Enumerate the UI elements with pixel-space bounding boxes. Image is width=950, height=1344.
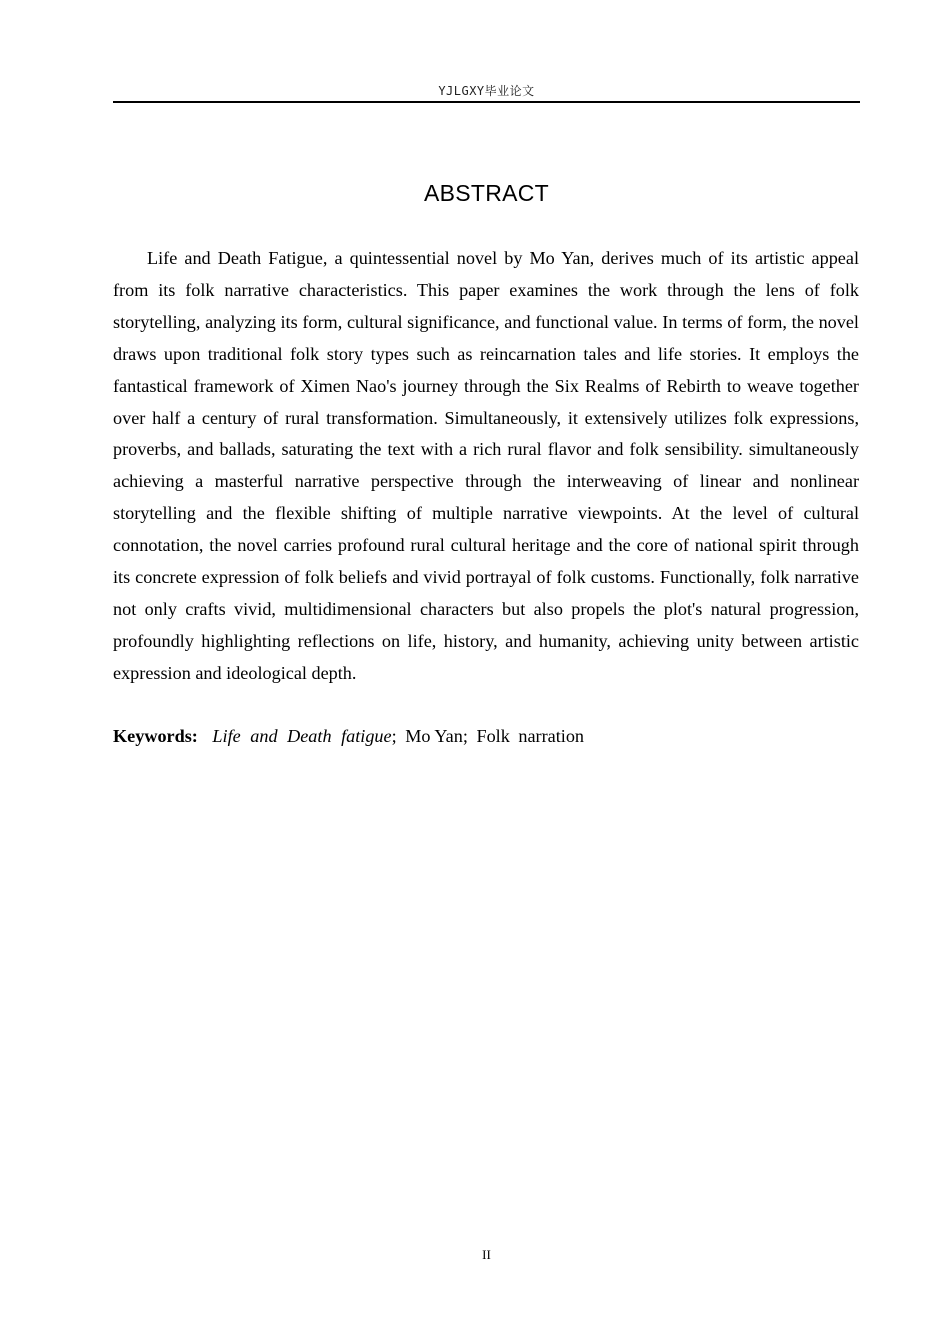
abstract-title: ABSTRACT [423,180,550,206]
keyword-separator: ; [462,726,468,746]
header-divider [113,101,860,103]
keyword-item: Life and Death fatigue [212,726,392,746]
keyword-separator: ; [391,726,397,746]
keywords-line [113,721,859,752]
keyword-item: Mo Yan [405,726,463,746]
running-header: YJLGXY毕业论文 [438,84,535,98]
page-number: II [482,1247,491,1262]
abstract-body: Life and Death Fatigue, a quintessential novel by Mo Yan, derives much of its artistic appeal from its folk narrative characteristics. This paper examines the work through the lens of folk storytelling, analyzing its form, cultural significance, and functional value. In terms of form, the novel draws upon traditional folk story types such as reincarnation tales and life stories. It employs the fantastical framework of Ximen Nao's journey through the Six Realms of Rebirth to weave together over half a century of rural transformation. Simultaneously, it extensively utilizes folk expressions, proverbs, and ballads, saturating the text with a rich rural flavor and folk sensibility. simultaneously achieving a masterful narrative perspective through the interweaving of linear and nonlinear storytelling and the flexible shifting of multiple narrative viewpoints. At the level of cultural connotation, the novel carries profound rural cultural heritage and the core of national spirit through its concrete expression of folk beliefs and vivid portrayal of folk customs. Functionally, folk narrative not only crafts vivid, multidimensional characters but also propels the plot's natural progression, profoundly highlighting reflections on life, history, and humanity, achieving unity between artistic expression and ideological depth. [113,248,859,683]
keyword-item: Folk narration [476,726,585,746]
keywords-label: Keywords: [113,726,198,746]
